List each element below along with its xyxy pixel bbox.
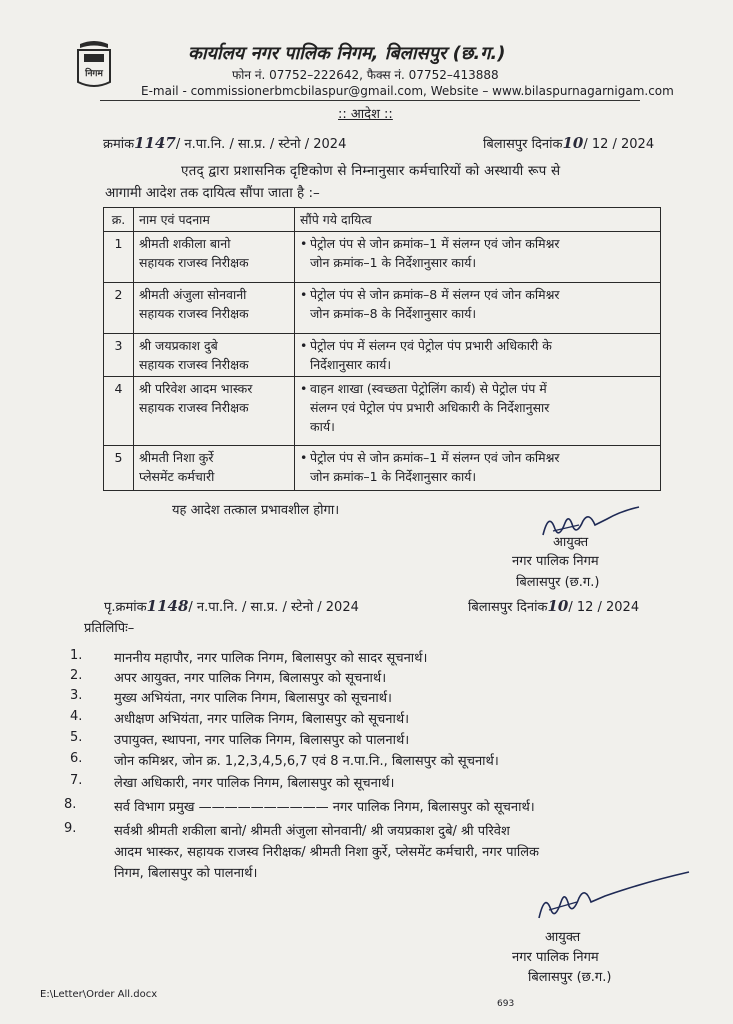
order-heading: :: आदेश :: [338,107,393,122]
header-duty: सौंपे गये दायित्व [295,208,661,232]
date-day-handwritten: 10 [562,134,584,152]
duty-line: जोन क्रमांक–1 के निर्देशानुसार कार्य। [310,469,477,484]
table-header-row [104,208,661,232]
employee-designation: सहायक राजस्व निरीक्षक [139,400,249,415]
signatory-city: बिलासपुर (छ.ग.) [516,575,600,590]
duty-line: संलग्न एवं पेट्रोल पंप प्रभारी अधिकारी के निर्देशानुसार [310,400,550,415]
employee-designation: सहायक राजस्व निरीक्षक [139,255,249,270]
signatory-org: नगर पालिक निगम [512,554,599,569]
serial-cell: 5 [104,446,134,491]
duty-cell [295,232,661,283]
duty-line: कार्य। [310,419,335,434]
duty-line: वाहन शाखा (स्वच्छता पेट्रोलिंग कार्य) से पेट्रोल पंप में [310,381,547,396]
header-serial: क्र. [104,208,134,232]
duty-line: जोन क्रमांक–1 के निर्देशानुसार कार्य। [310,255,477,270]
copy-ref-prefix: पृ.क्रमांक [104,600,147,615]
copy-reference [104,597,359,615]
ref-prefix: क्रमांक [103,137,135,152]
bullet-icon: • [300,338,308,353]
employee-name: श्रीमती अंजुला सोनवानी [139,287,247,302]
employee-designation: प्लेसमेंट कर्मचारी [139,469,215,484]
signature-icon [525,870,695,930]
copy-to-label: प्रतिलिपिः– [84,621,135,636]
duty-line: पेट्रोल पंप से जोन क्रमांक–1 में संलग्न एवं जोन कमिश्नर [310,236,560,251]
copy-ref-number-handwritten: 1148 [146,597,189,615]
file-path: E:\Letter\Order All.docx [40,989,158,1000]
serial-cell: 4 [104,377,134,446]
page-number: 693 [497,999,515,1009]
bullet-icon: • [300,450,308,465]
ref-number-handwritten: 1147 [134,134,176,152]
name-cell [134,334,295,377]
assignment-table [103,207,661,491]
signatory-city: बिलासपुर (छ.ग.) [528,970,612,985]
copy-date-suffix: / 12 / 2024 [568,600,640,615]
bullet-icon: • [300,381,308,396]
duty-cell [295,334,661,377]
duty-cell [295,377,661,446]
svg-text:निगम: निगम [85,69,103,79]
date-prefix: बिलासपुर दिनांक [483,137,563,152]
ref-suffix: / न.पा.नि. / सा.प्र. / स्टेनो / 2024 [175,137,347,152]
serial-cell: 3 [104,334,134,377]
intro-line-1: एतद् द्वारा प्रशासनिक दृष्टिकोण से निम्नानुसार कर्मचारियों को अस्थायी रूप से [181,163,561,179]
table-row [104,334,661,377]
document-page: निगम कार्यालय नगर पालिक निगम, बिलासपुर (छ.ग.) फोन नं. 07752–222642, फैक्स नं. 07752–413888 E-mail - commissionerbmcbilaspur@gmail.com, Website – www.bilaspurnagarnigam.com :: आदेश :: क्रमांक1147/ न.पा.नि. / सा.प्र. / स्टेनो / 2024 बिलासपुर दिनांक10/ 12 / 2024 एतद् द्वारा प्रशासनिक दृष्टिकोण से निम्नानुसार कर्मचारियों को अस्थायी रूप से आगामी आदेश तक दायित्व सौंपा जाता है :– क्र. नाम एवं पदनाम सौंपे गये दायित्व 1 श्रीमती शकीला बानो सहायक राजस्व निरीक्षक • पेट्रोल पंप से जोन क्रमांक–1 में संलग्न एवं जोन कमिश्नर जोन क्रमांक–1 के निर्देशानुसार कार्य। 2 श्रीमती अंजुला सोनवानी सहायक राजस्व निरीक्षक • पेट्रोल पंप से जोन क्रमांक–8 में संलग्न एवं जोन कमिश्नर जोन क्रमांक–8 के निर्देशानुसार कार्य। 3 श्री जयप्रकाश दुबे सहायक राजस्व निरीक्षक • पेट्रोल पंप में संलग्न एवं पेट्रोल पंप प्रभारी अधिकारी के निर्देशानुसार कार्य। 4 श्री परिवेश आदम भास्कर सहायक राजस्व निरीक्षक • वाहन शाखा (स्वच्छता पेट्रोलिंग कार्य) से पेट्रोल पंप में संलग्न एवं पेट्रोल पंप प्रभारी अधिकारी के निर्देशानुसार कार्य। 5 श्रीमती निशा कुर्रे प्लेसमेंट कर्मचारी • पेट्रोल पंप से जोन क्रमांक–1 में संलग्न एवं जोन कमिश्नर जोन क्रमांक–1 के निर्देशानुसार कार्य। यह आदेश तत्काल प्रभावशील होगा। आयुक्त नगर पालिक निगम बिलासपुर (छ.ग.) पृ.क्रमांक1148/ न.पा.नि. / सा.प्र. / स्टेनो / 2024 बिलासपुर दिनांक10/ 12 / 2024 प्रतिलिपिः– 1. माननीय महापौर, नगर पालिक निगम, बिलासपुर को सादर सूचनार्थ। 2. अपर आयुक्त, नगर पालिक निगम, बिलासपुर को सूचनार्थ। 3. मुख्य अभियंता, नगर पालिक निगम, बिलासपुर को सूचनार्थ। 4. अधीक्षण अभियंता, नगर पालिक निगम, बिलासपुर को सूचनार्थ। 5. उपायुक्त, स्थापना, नगर पालिक निगम, बिलासपुर को पालनार्थ। 6. जोन कमिश्नर, जोन क्र. 1,2,3,4,5,6,7 एवं 8 न.पा.नि., बिलासपुर को सूचनार्थ। 7. लेखा अधिकारी, नगर पालिक निगम, बिलासपुर को सूचनार्थ। 8. सर्व विभाग प्रमुख —————————— नगर पालिक निगम, बिलासपुर को सूचनार्थ। 9. सर्वश्री श्रीमती शकीला बानो/ श्रीमती अंजुला सोनवानी/ श्री जयप्रकाश दुबे/ श्री परिवेश आदम भास्कर, सहायक राजस्व निरीक्षक/ श्रीमती निशा कुर्रे, प्लेसमेंट कर्मचारी, नगर पालिक निगम, बिलासपुर को पालनार्थ। आयुक्त नगर पालिक निगम बिलासपुर (छ.ग.) E:\Letter\Order All.docx 693 [0,0,733,1024]
bullet-icon: • [300,287,308,302]
header-name: नाम एवं पदनाम [134,208,295,232]
intro-line-2: आगामी आदेश तक दायित्व सौंपा जाता है :– [105,185,320,201]
serial-cell: 1 [104,232,134,283]
table-row [104,446,661,491]
duty-line: पेट्रोल पंप से जोन क्रमांक–8 में संलग्न एवं जोन कमिश्नर [310,287,560,302]
duty-line: निर्देशानुसार कार्य। [310,357,392,372]
employee-designation: सहायक राजस्व निरीक्षक [139,306,249,321]
order-date [483,134,654,152]
effective-statement: यह आदेश तत्काल प्रभावशील होगा। [172,503,340,518]
duty-line: पेट्रोल पंप से जोन क्रमांक–1 में संलग्न एवं जोन कमिश्नर [310,450,560,465]
name-cell [134,377,295,446]
municipal-logo-icon [74,40,114,88]
copy-date [468,597,639,615]
copy-ref-suffix: / न.पा.नि. / सा.प्र. / स्टेनो / 2024 [188,600,359,615]
employee-designation: सहायक राजस्व निरीक्षक [139,357,249,372]
employee-name: श्रीमती निशा कुर्रे [139,450,214,465]
signature-icon [535,505,645,545]
header-divider [100,100,640,101]
signatory-title: आयुक्त [553,535,589,550]
duty-cell [295,446,661,491]
table-row [104,377,661,446]
serial-cell: 2 [104,283,134,334]
duty-cell [295,283,661,334]
signatory-org: नगर पालिक निगम [512,950,599,965]
employee-name: श्री परिवेश आदम भास्कर [139,381,253,396]
date-suffix: / 12 / 2024 [583,137,655,152]
email-website-line: E-mail - commissionerbmcbilaspur@gmail.com, Website – www.bilaspurnagarnigam.com [141,84,674,98]
table-row [104,283,661,334]
duty-line: जोन क्रमांक–8 के निर्देशानुसार कार्य। [310,306,477,321]
copy-date-day-handwritten: 10 [547,597,569,615]
office-title: कार्यालय नगर पालिक निगम, बिलासपुर (छ.ग.) [188,43,506,64]
order-reference [103,134,346,152]
table-row [104,232,661,283]
name-cell [134,283,295,334]
name-cell [134,446,295,491]
employee-name: श्रीमती शकीला बानो [139,236,231,251]
bullet-icon: • [300,236,308,251]
signatory-title: आयुक्त [545,930,581,945]
duty-line: पेट्रोल पंप में संलग्न एवं पेट्रोल पंप प्रभारी अधिकारी के [310,338,552,353]
name-cell [134,232,295,283]
copy-date-prefix: बिलासपुर दिनांक [468,600,548,615]
phone-fax-line: फोन नं. 07752–222642, फैक्स नं. 07752–413888 [232,68,499,82]
employee-name: श्री जयप्रकाश दुबे [139,338,218,353]
